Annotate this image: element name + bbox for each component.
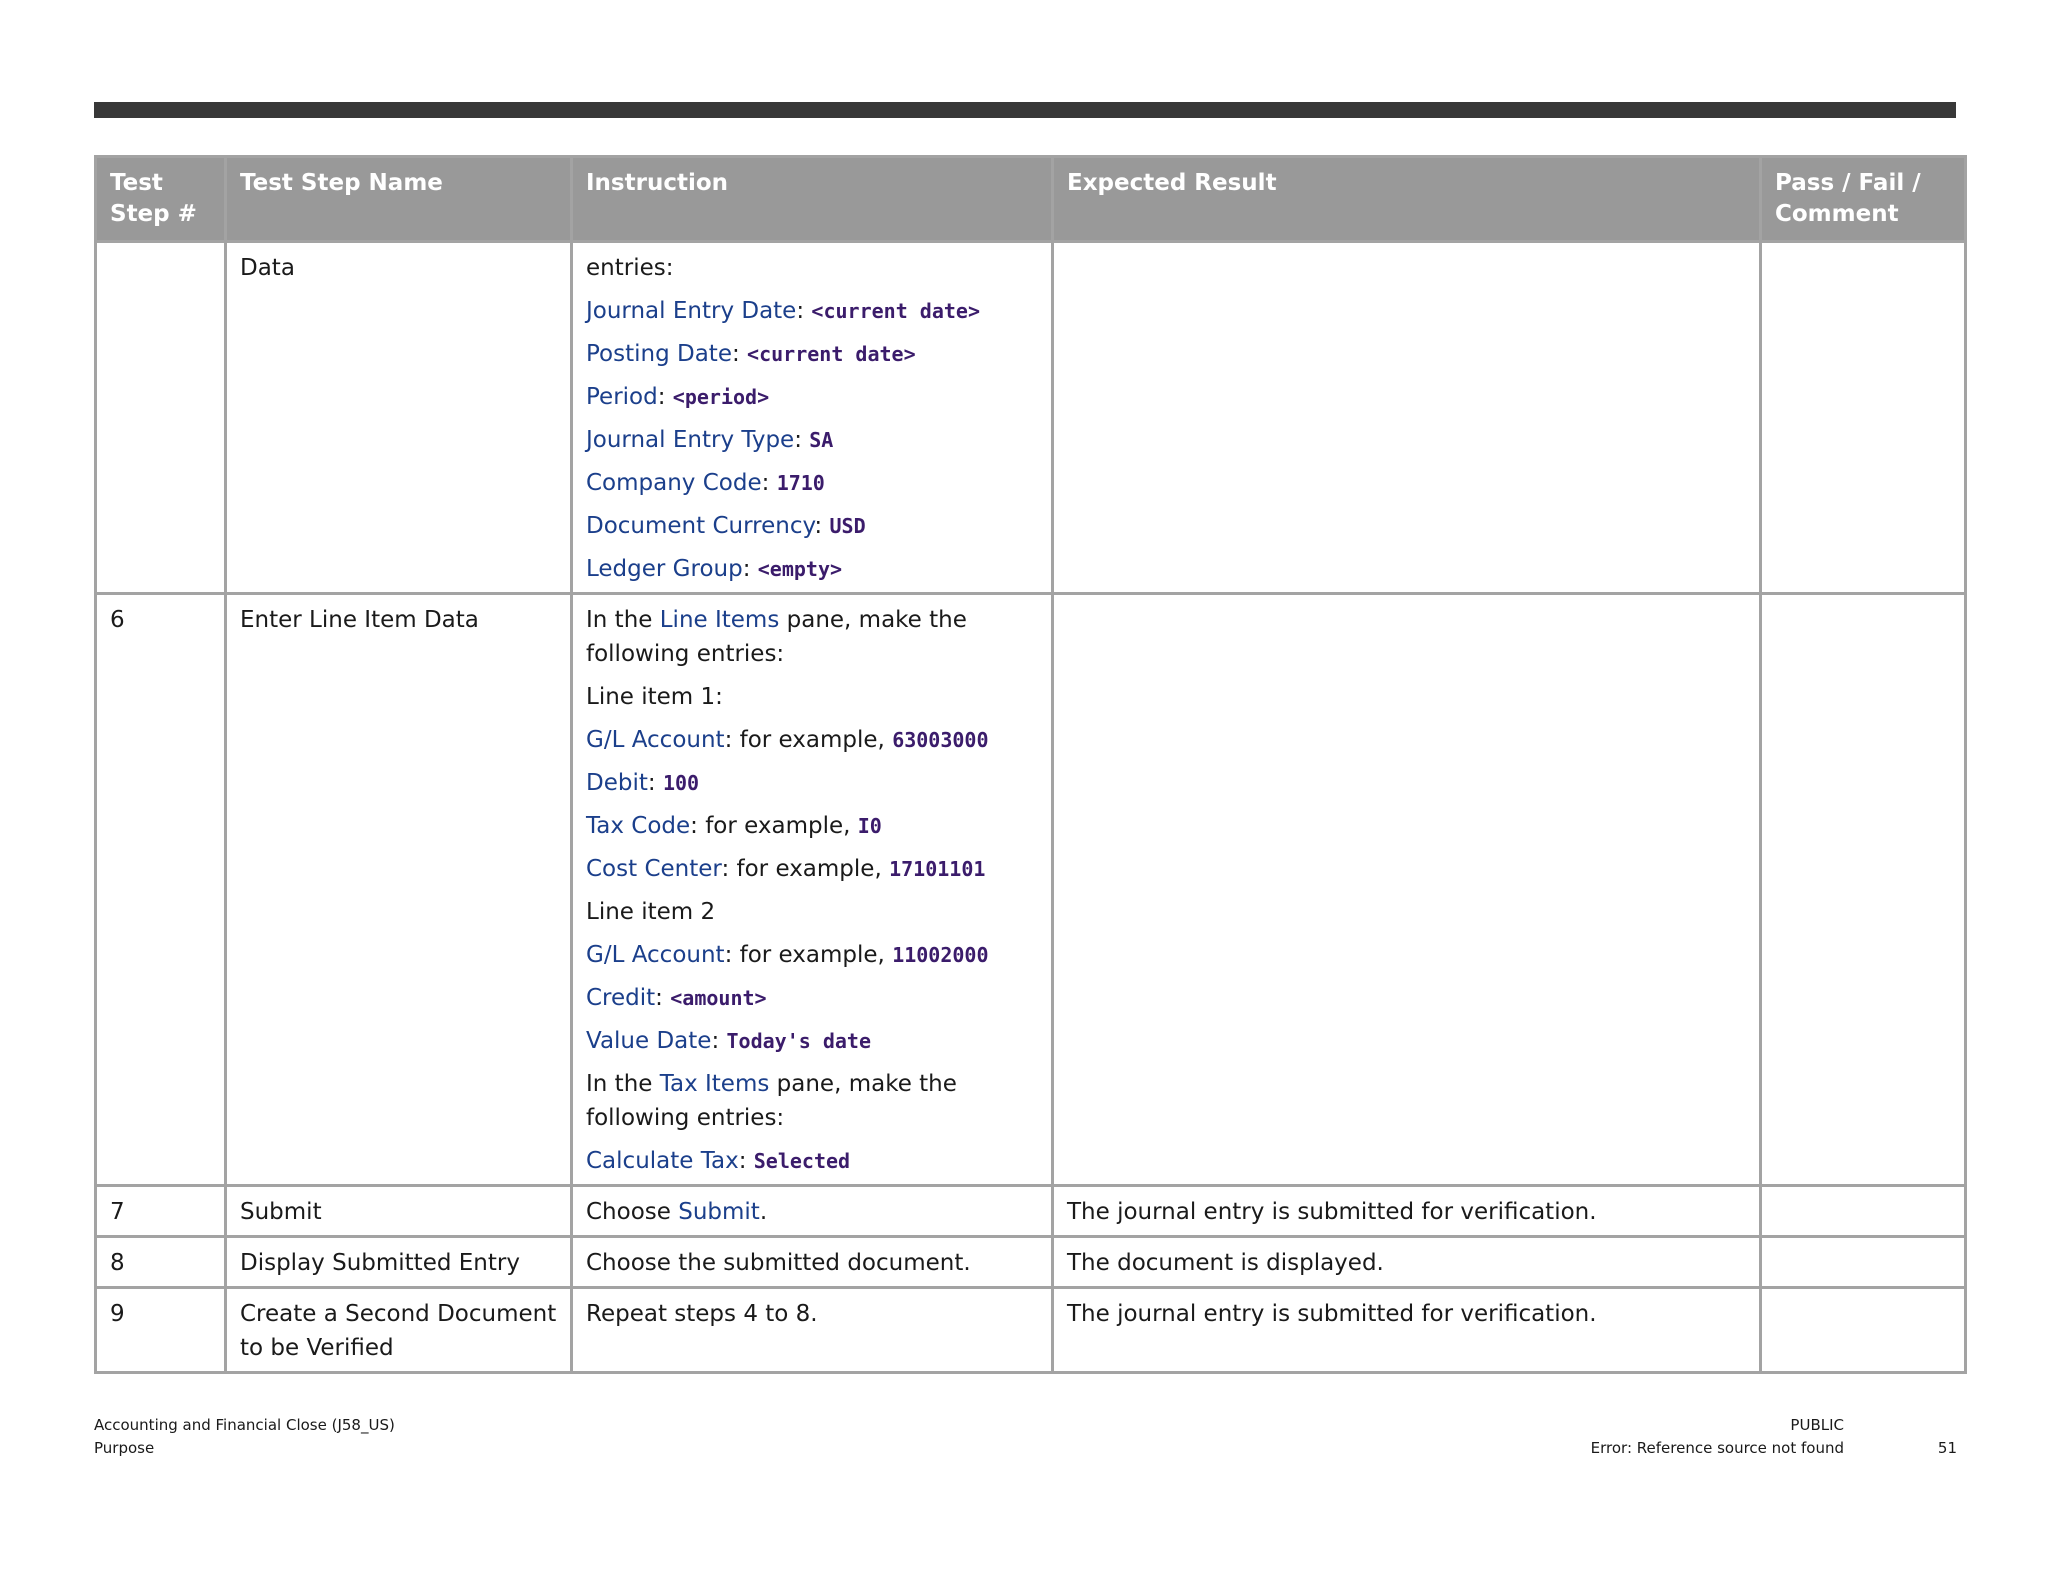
instruction-line — [586, 1144, 1038, 1178]
ui-element-name: Line Items — [659, 607, 780, 633]
field-label: Journal Entry Type — [586, 427, 795, 453]
instruction-line — [586, 509, 1038, 543]
expected-result-cell: The journal entry is submitted for verification. — [1053, 1186, 1761, 1237]
instruction-line — [586, 852, 1038, 886]
instruction-line — [586, 1246, 1038, 1280]
step-name-cell: Submit — [226, 1186, 572, 1237]
instruction-cell — [572, 594, 1053, 1186]
header-instruction: Instruction — [572, 157, 1053, 242]
field-value: 11002000 — [892, 943, 989, 967]
instruction-text: In the — [586, 607, 660, 633]
table-row — [96, 1237, 1966, 1288]
field-separator: : for example, — [721, 856, 890, 882]
field-value: <period> — [672, 385, 770, 409]
instruction-text: entries: — [586, 255, 674, 281]
table-row — [96, 242, 1966, 594]
expected-result-cell: The document is displayed. — [1053, 1237, 1761, 1288]
header-step-name: Test Step Name — [226, 157, 572, 242]
instruction-line — [586, 423, 1038, 457]
instruction-line — [586, 938, 1038, 972]
instruction-text: pane, make the following entries: — [586, 607, 967, 667]
footer-reference: Error: Reference source not found — [1590, 1439, 1844, 1457]
field-label: Debit — [586, 770, 648, 796]
table-header-row — [96, 157, 1966, 242]
pass-fail-comment-cell — [1761, 1237, 1966, 1288]
page-number: 51 — [1937, 1439, 1957, 1457]
table-body — [96, 242, 1966, 1373]
field-separator: : for example, — [724, 942, 893, 968]
field-label: Company Code — [586, 470, 762, 496]
field-separator: : for example, — [724, 727, 893, 753]
field-separator: : — [794, 427, 810, 453]
instruction-cell — [572, 1288, 1053, 1373]
field-value: <empty> — [757, 557, 843, 581]
step-number-cell: 8 — [96, 1237, 226, 1288]
field-value: Today's date — [726, 1029, 872, 1053]
instruction-line — [586, 380, 1038, 414]
instruction-text: pane, make the following entries: — [586, 1071, 957, 1131]
top-rule — [94, 102, 1956, 118]
instruction-text: Choose — [586, 1199, 679, 1225]
instruction-cell — [572, 1186, 1053, 1237]
field-separator: : — [761, 470, 777, 496]
header-expected-result: Expected Result — [1053, 157, 1761, 242]
field-label: Calculate Tax — [586, 1148, 739, 1174]
field-separator: : — [814, 513, 830, 539]
pass-fail-comment-cell — [1761, 1288, 1966, 1373]
instruction-cell — [572, 242, 1053, 594]
instruction-line — [586, 603, 1038, 671]
table-row — [96, 1288, 1966, 1373]
footer-section: Purpose — [94, 1439, 155, 1457]
instruction-line — [586, 337, 1038, 371]
field-label: Journal Entry Date — [586, 298, 797, 324]
instruction-text: Line item 1: — [586, 684, 723, 710]
field-label: G/L Account — [586, 727, 725, 753]
field-separator: : — [711, 1028, 727, 1054]
step-number-cell: 6 — [96, 594, 226, 1186]
table-row — [96, 594, 1966, 1186]
field-value: USD — [829, 514, 866, 538]
field-separator: : — [657, 384, 673, 410]
field-separator: : — [647, 770, 663, 796]
field-value: 100 — [662, 771, 700, 795]
step-number-cell: 7 — [96, 1186, 226, 1237]
field-separator: : — [655, 985, 671, 1011]
instruction-line — [586, 466, 1038, 500]
step-name-cell: Display Submitted Entry — [226, 1237, 572, 1288]
field-value: <amount> — [670, 986, 767, 1010]
expected-result-cell — [1053, 594, 1761, 1186]
instruction-text: . — [759, 1199, 768, 1225]
field-value: Selected — [753, 1149, 851, 1173]
field-value: 1710 — [776, 471, 825, 495]
instruction-cell — [572, 1237, 1053, 1288]
ui-element-name: Tax Items — [659, 1071, 770, 1097]
field-label: G/L Account — [586, 942, 725, 968]
step-name-cell: Create a Second Document to be Verified — [226, 1288, 572, 1373]
pass-fail-comment-cell — [1761, 1186, 1966, 1237]
field-value: I0 — [857, 814, 882, 838]
footer-doc-title: Accounting and Financial Close (J58_US) — [94, 1416, 395, 1434]
instruction-line — [586, 251, 1038, 285]
instruction-line — [586, 680, 1038, 714]
instruction-text: Repeat steps 4 to 8. — [586, 1301, 818, 1327]
step-number-cell — [96, 242, 226, 594]
field-label: Ledger Group — [586, 556, 743, 582]
instruction-text: Choose the submitted document. — [586, 1250, 971, 1276]
field-separator: : for example, — [690, 813, 858, 839]
field-separator: : — [731, 341, 748, 367]
test-steps-table — [94, 155, 1967, 1374]
footer-classification: PUBLIC — [1790, 1416, 1844, 1434]
instruction-line — [586, 895, 1038, 929]
field-label: Tax Code — [586, 813, 691, 839]
field-value: <current date> — [747, 342, 916, 366]
header-pass-fail-comment: Pass / Fail / Comment — [1761, 157, 1966, 242]
field-separator: : — [742, 556, 758, 582]
instruction-line — [586, 294, 1038, 328]
instruction-line — [586, 1297, 1038, 1331]
field-value: 63003000 — [892, 728, 989, 752]
instruction-line — [586, 766, 1038, 800]
ui-element-name: Submit — [678, 1199, 760, 1225]
footer-right — [1591, 1414, 1844, 1460]
instruction-line — [586, 723, 1038, 757]
instruction-text: Line item 2 — [586, 899, 716, 925]
instruction-line — [586, 981, 1038, 1015]
field-value: 17101101 — [889, 857, 986, 881]
field-label: Credit — [586, 985, 656, 1011]
field-value: <current date> — [811, 299, 980, 323]
footer-left — [94, 1414, 395, 1460]
pass-fail-comment-cell — [1761, 242, 1966, 594]
expected-result-cell — [1053, 242, 1761, 594]
instruction-line — [586, 809, 1038, 843]
step-number-cell: 9 — [96, 1288, 226, 1373]
instruction-line — [586, 1195, 1038, 1229]
field-value: SA — [809, 428, 834, 452]
field-separator: : — [738, 1148, 754, 1174]
step-name-cell: Data — [226, 242, 572, 594]
field-label: Value Date — [586, 1028, 712, 1054]
header-step-number: Test Step # — [96, 157, 226, 242]
pass-fail-comment-cell — [1761, 594, 1966, 1186]
instruction-line — [586, 552, 1038, 586]
expected-result-cell: The journal entry is submitted for verification. — [1053, 1288, 1761, 1373]
field-label: Document Currency — [586, 513, 815, 539]
instruction-line — [586, 1024, 1038, 1058]
step-name-cell: Enter Line Item Data — [226, 594, 572, 1186]
field-separator: : — [796, 298, 812, 324]
table-row — [96, 1186, 1966, 1237]
field-label: Cost Center — [586, 856, 722, 882]
field-label: Period — [586, 384, 658, 410]
instruction-line — [586, 1067, 1038, 1135]
field-label: Posting Date — [586, 341, 732, 367]
instruction-text: In the — [586, 1071, 660, 1097]
